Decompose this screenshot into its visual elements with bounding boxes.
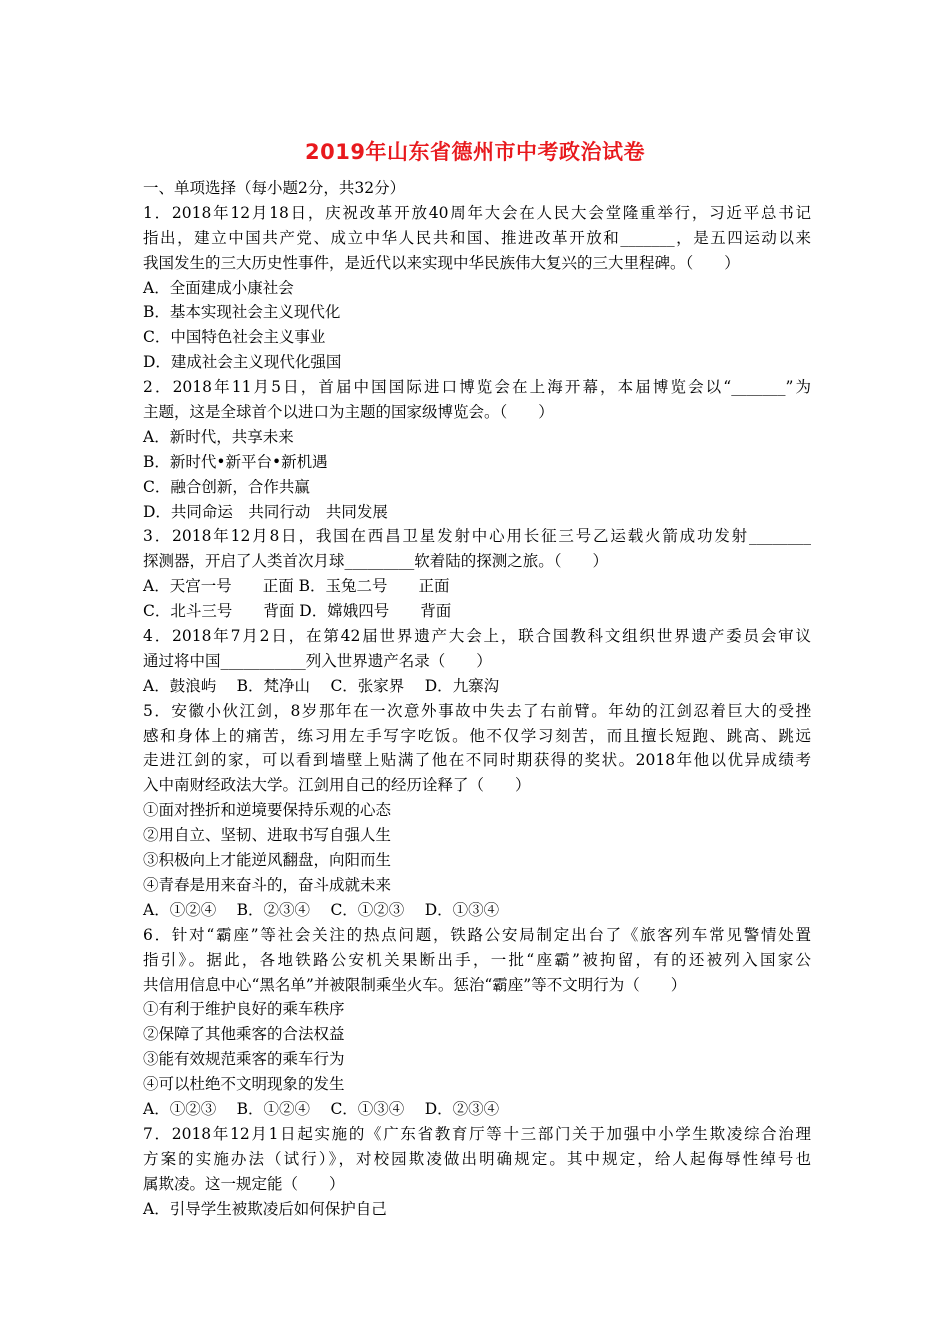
- text-line: ③积极向上才能逆风翻盘，向阳而生: [143, 851, 392, 870]
- text-line: ③能有效规范乘客的乘车行为: [143, 1050, 345, 1069]
- text-line: C．中国特色社会主义事业: [143, 328, 326, 347]
- text-line: 1．2018年12月18日，庆祝改革开放40周年大会在人民大会堂隆重举行，习近平总书记: [143, 203, 811, 222]
- text-line: 6．针对“霸座”等社会关注的热点问题，铁路公安局制定出台了《旅客列车常见警情处置: [143, 925, 811, 944]
- text-line: ④青春是用来奋斗的，奋斗成就未来: [143, 875, 392, 894]
- text-line: B．基本实现社会主义现代化: [143, 303, 341, 322]
- text-line: A．新时代，共享未来: [143, 427, 294, 446]
- text-line: D．共同命运 共同行动 共同发展: [143, 502, 388, 521]
- text-line: 主题，这是全球首个以进口为主题的国家级博览会。（ ）: [143, 403, 554, 422]
- text-line: C．北斗三号 背面 D．嫦娥四号 背面: [143, 602, 452, 621]
- document-title: 2019年山东省德州市中考政治试卷: [305, 140, 645, 164]
- text-line: 我国发生的三大历史性事件，是近代以来实现中华民族伟大复兴的三大里程碑。（ ）: [143, 253, 740, 272]
- text-line: A．引导学生被欺凌后如何保护自己: [143, 1199, 387, 1218]
- text-line: A．天宫一号 正面 B．玉兔二号 正面: [143, 577, 450, 596]
- text-line: ④可以杜绝不文明现象的发生: [143, 1075, 345, 1094]
- text-line: 探测器，开启了人类首次月球_________软着陆的探测之旅。（ ）: [143, 552, 609, 571]
- text-line: D．建成社会主义现代化强国: [143, 353, 342, 372]
- text-line: A．全面建成小康社会: [143, 278, 294, 297]
- text-line: 7．2018年12月1日起实施的《广东省教育厅等十三部门关于加强中小学生欺凌综合治理: [143, 1124, 811, 1143]
- text-line: A．①②④ B．②③④ C．①②③ D．①③④: [143, 900, 500, 919]
- text-line: A．鼓浪屿 B．梵净山 C．张家界 D．九寨沟: [143, 676, 500, 695]
- text-line: ①有利于维护良好的乘车秩序: [143, 1000, 345, 1019]
- text-line: 共信用信息中心“黑名单”并被限制乘坐火车。惩治“霸座”等不文明行为（ ）: [143, 975, 687, 994]
- document-body: [143, 176, 811, 1221]
- text-line: ②保障了其他乘客的合法权益: [143, 1025, 345, 1044]
- text-line: 2．2018年11月5日，首届中国国际进口博览会在上海开幕，本届博览会以“_______”为: [143, 378, 811, 397]
- text-line: C．融合创新，合作共赢: [143, 477, 310, 496]
- text-line: 方案的实施办法（试行）》，对校园欺凌做出明确规定。其中规定，给人起侮辱性绰号也: [143, 1149, 811, 1168]
- text-line: 5．安徽小伙江剑，8岁那年在一次意外事故中失去了右前臂。年幼的江剑忍着巨大的受挫: [143, 701, 811, 720]
- text-line: 属欺凌。这一规定能（ ）: [143, 1174, 345, 1193]
- text-line: 通过将中国___________列入世界遗产名录（ ）: [143, 651, 492, 670]
- text-line: 一、单项选择（每小题2分，共32分）: [143, 179, 406, 197]
- text-line: 入中南财经政法大学。江剑用自己的经历诠释了（ ）: [143, 776, 531, 795]
- text-line: ①面对挫折和逆境要保持乐观的心态: [143, 801, 392, 820]
- text-line: 指出，建立中国共产党、成立中华人民共和国、推进改革开放和_______，是五四运动以来: [143, 228, 811, 247]
- text-line: ②用自立、坚韧、进取书写自强人生: [143, 826, 392, 845]
- text-line: A．①②③ B．①②④ C．①③④ D．②③④: [143, 1099, 500, 1118]
- text-line: 指引》。据此，各地铁路公安机关果断出手，一批“座霸”被拘留，有的还被列入国家公: [143, 950, 811, 969]
- text-line: B．新时代•新平台•新机遇: [143, 452, 328, 471]
- text-line: 3．2018年12月8日，我国在西昌卫星发射中心用长征三号乙运载火箭成功发射________: [143, 527, 811, 546]
- text-line: 4．2018年7月2日，在第42届世界遗产大会上，联合国教科文组织世界遗产委员会审议: [143, 627, 811, 646]
- text-line: 走进江剑的家，可以看到墙壁上贴满了他在不同时期获得的奖状。2018年他以优异成绩考: [143, 751, 811, 770]
- text-line: 感和身体上的痛苦，练习用左手写字吃饭。他不仅学习刻苦，而且擅长短跑、跳高、跳远: [143, 726, 811, 745]
